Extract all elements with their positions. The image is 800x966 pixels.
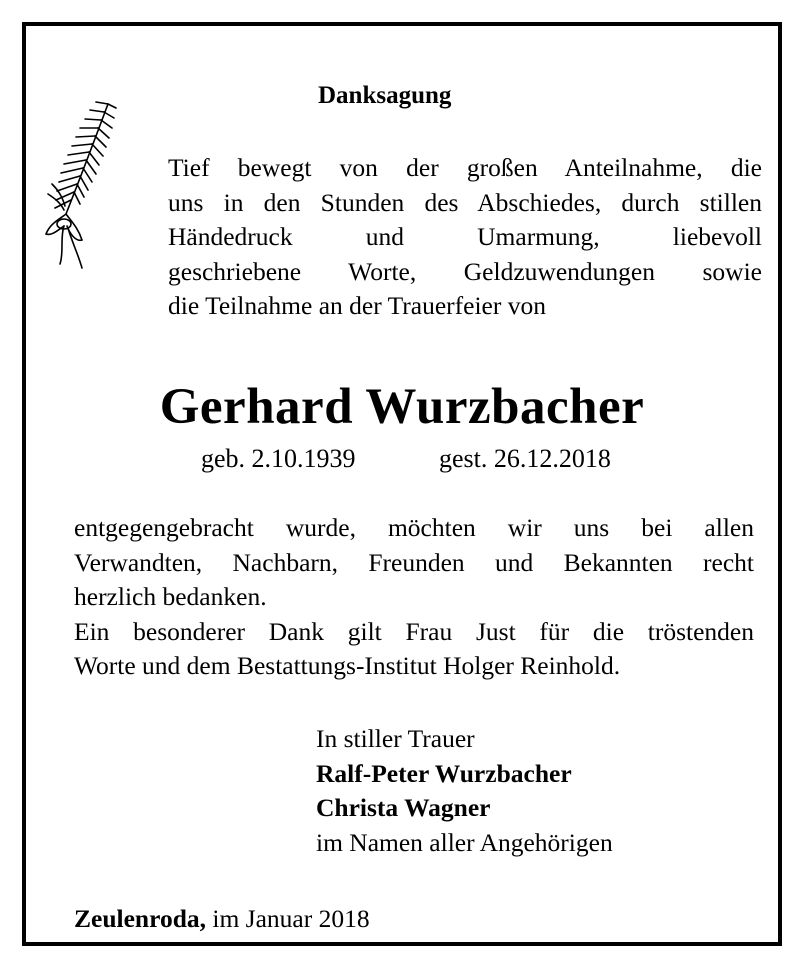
intro-line: Händedruck und Umarmung, liebevoll	[168, 222, 762, 251]
deceased-name: Gerhard Wurzbacher	[159, 379, 645, 435]
notice-date: im Januar 2018	[206, 904, 370, 933]
place-and-date	[74, 904, 370, 934]
intro-line: geschriebene Worte, Geldzuwendungen sowie	[168, 256, 762, 286]
birth-date: geb. 2.10.1939	[201, 444, 356, 473]
signature-block	[316, 722, 613, 860]
body-line: herzlich bedanken.	[74, 582, 267, 611]
place-name: Zeulenroda,	[74, 904, 207, 933]
body-line: Worte und dem Bestattungs-Institut Holger Reinhold.	[74, 651, 621, 680]
intro-line: uns in den Stunden des Abschiedes, durch stillen	[168, 187, 762, 217]
intro-line: die Teilnahme an der Trauerfeier von	[168, 291, 546, 320]
body-line: entgegengebracht wurde, möchten wir uns bei allen	[74, 513, 754, 542]
signature-name: Christa Wagner	[316, 793, 491, 822]
body-line: Verwandten, Nachbarn, Freunden und Bekannten recht	[74, 547, 754, 577]
thanks-paragraph	[74, 511, 754, 684]
palm-frond-icon	[38, 96, 118, 286]
signature-closing: im Namen aller Angehörigen	[316, 827, 613, 857]
intro-line: Tief bewegt von der großen Anteilnahme, die	[168, 153, 762, 182]
obituary-frame	[22, 22, 782, 946]
intro-paragraph	[168, 151, 762, 324]
notice-heading: Danksagung	[318, 82, 452, 109]
death-date: gest. 26.12.2018	[439, 444, 611, 473]
signature-intro: In stiller Trauer	[316, 724, 475, 753]
body-line: Ein besonderer Dank gilt Frau Just für die tröstenden	[74, 616, 754, 646]
signature-name: Ralf-Peter Wurzbacher	[316, 758, 572, 788]
